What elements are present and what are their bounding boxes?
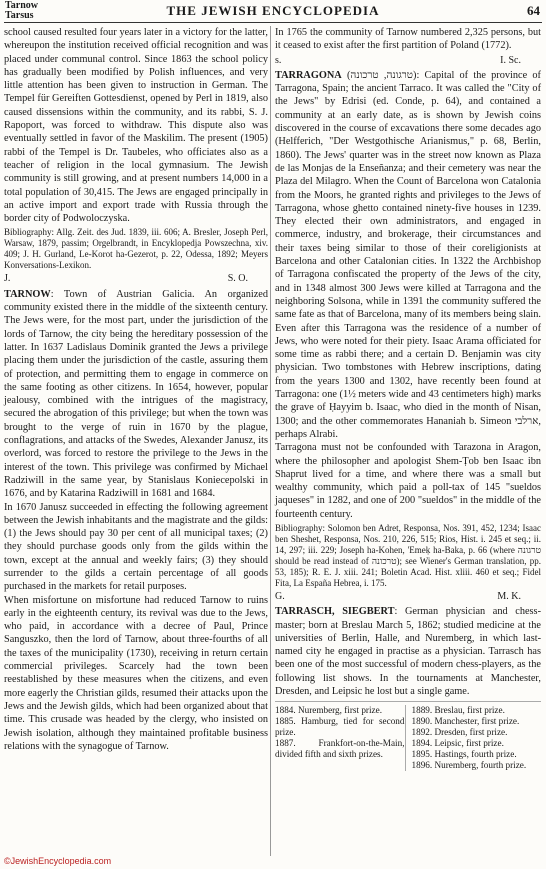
tournament-row: 1896. Nuremberg, fourth prize. (411, 760, 527, 771)
signature-line (275, 54, 541, 67)
tournament-column-left (275, 705, 405, 771)
signature-class: J. (4, 273, 11, 285)
page-number: 64 (527, 3, 540, 18)
tournament-row: 1890. Manchester, first prize. (411, 716, 520, 727)
article-heading: TARRASCH, SIEGBERT (275, 606, 395, 618)
signature-class: s. (275, 54, 282, 66)
article-tarnow (4, 288, 268, 501)
right-column (275, 26, 541, 771)
header-guide-word-last: Tarsus (5, 10, 34, 21)
signature-author: S. O. (227, 273, 248, 285)
left-column (4, 26, 268, 753)
paragraph: In 1670 Janusz succeeded in effecting the following agreement between the Jewish inhabitants and the magistrate and the gilds: (1) the Jews should pay 30 per cent of all municipal taxes; (2) they should purchase goods only from the gilds within the town, except at the annual and weekly fairs; (3) they should surrender to the gilds a certain percentage of all goods purchased in the markets for retail purposes. (4, 501, 268, 593)
paragraph: Tarragona must not be confounded with Tarazona in Aragon, where the philosopher and apologist Shem-Ṭob ben Isaac ibn Shaprut lived for a time, and where there was a small but wealthy community, which paid a poll-tax of 145 "sueldos jaqueses" in 1282, and one of 200 "sueldos" in the middle of the fourteenth century. (275, 442, 541, 520)
copyright-footer: ©JewishEncyclopedia.com (4, 856, 112, 866)
signature-class: G. (275, 590, 285, 602)
header-guide-word-first: Tarnow (5, 0, 38, 11)
column-divider (270, 26, 271, 856)
article-text: : German physician and chess-master; born at Breslau March 5, 1862; studied medicine at the universities of Berlin, Halle, and Nuremberg, in which last-named city he engaged in practise as a physician. Tarrasch has been one of the most successful of modern chess-players, as the following list shows. In the tournaments at Manchester, Dresden, and Leipsic he lost but a single game. (275, 606, 541, 698)
signature-line (275, 590, 541, 603)
bibliography: Bibliography: Allg. Zeit. des Jud. 1839, iii. 606; A. Bresler, Joseph Perl, Warsaw, 1879, passim; Orgelbrandt, in Encyklopedja Powszechna, xiv. 409; J. H. Gurland, Le-Korot ha-Gezerot, p. 22, Odessa, 1892; Meyers Konversations-Lexikon. (4, 227, 268, 271)
paragraph: In 1765 the community of Tarnow numbered 2,325 persons, but it ceased to exist after the first partition of Poland (1772). (275, 27, 541, 52)
paragraph: school caused resulted four years later in a victory for the latter, whereupon the institution received official recognition and was placed under communal control. Since 1863 the school policy has gradually been modified by Polish influences, and very little attention has been given to instruction in German. The Tempel für Gereiften Gottesdienst, opened by Perl in 1819, also caused dissensions within the community, and its rabbi, S. J. Rapoport, was forced to withdraw. This dispute also was eventually settled in favor of the Maskilim. The present (1905) rabbi of the Tempel is Dr. Taubeles, who officiates also as a teacher of religion in the local gymnasium. The Jewish community is still growing, and at present numbers 14,000 in a total population of 30,415. The Jews are engaged principally in an active import and export trade with Russia through the border city of Podwoloczyska. (4, 27, 268, 225)
article-text: : Town of Austrian Galicia. An organized community existed there in the middle of the sixteenth century. The Jews were, for the most part, under the jurisdiction of the lords of Tarnow, the city being the hereditary possession of the latter. In 1637 Ladislaus Dominik granted the Jews a privilege placing them under the jurisdiction of the castle, assuring them of protection, and permitting them to engage in commerce on the same footing as other citizens. In 1654, however, popular jealousy, combined with the intrigues of the magistracy, secured the abrogation of this privilege; but when the town was brought to the verge of ruin in 1670 by the plague, conflagrations, and attacks of the Swedes, Alexander Janusz, its overlord, was forced to restore the privilege to the Jews in the interest of the town. This privilege was confirmed by Michael Radziwill in the same year, by Stanislaus Koniecepolski in 1676, and by Katarina Radziwill in 1681 and 1684. (4, 288, 268, 500)
signature-line (4, 272, 268, 285)
article-tarragona (275, 69, 541, 441)
hebrew-name: (טרגונה, טרכונה) (341, 69, 417, 81)
signature-author: M. K. (497, 590, 521, 602)
tournament-row: 1892. Dresden, first prize. (411, 727, 508, 738)
tournament-row: 1894. Leipsic, first prize. (411, 738, 504, 749)
tournament-column-right (405, 705, 542, 771)
tournament-row: 1895. Hastings, fourth prize. (411, 749, 517, 760)
article-heading: TARNOW (4, 288, 51, 300)
tournament-row: 1885. Hamburg, tied for second prize. (275, 716, 405, 738)
tournament-row: 1884. Nuremberg, first prize. (275, 705, 382, 716)
article-tarrasch (275, 605, 541, 698)
tournament-table (275, 701, 541, 771)
paragraph: When misfortune on misfortune had reduced Tarnow to ruins early in the eighteenth century, its revival was due to the Jews, who paid, in accordance with a decree of Paul, Prince Sanguszko, then the lord of Tarnow, about three-fourths of all the taxes of the municipality (1730), receiving in return certain commercial privileges. Scarcely had the town been reestablished by these measures when the citizens, and even more eagerly the Christian gilds, resumed their attacks upon the Jews and the Jewish gilds, which had been organized about that time. This crusade was headed by the clergy, who insisted on Jewish isolation, although they maintained profitable business relations with the synagogue of Tarnow. (4, 594, 268, 752)
header-rule (4, 22, 542, 23)
header-title: THE JEWISH ENCYCLOPEDIA (166, 3, 380, 18)
tournament-row: 1887. Frankfort-on-the-Main, divided fifth and sixth prizes. (275, 738, 405, 760)
bibliography: Bibliography: Solomon ben Adret, Responsa, Nos. 391, 452, 1234; Isaac ben Sheshet, Responsa, Nos. 210, 226, 515; Rios, Hist. i. 245 et seq.; ii. 14, 297; iii. 229; Joseph ha-Kohen, 'Emeḳ ha-Baka, p. 66 (where טרגונה should be read instead of טרכונה); see Wiener's German translation, pp. 53, 185); R. E. J. xiii. 241; Boletin Acad. Hist. xliii. 460 et seq.; Fidel Fita, La España Hebrea, i. 175. (275, 522, 541, 588)
tournament-row: 1889. Breslau, first prize. (411, 705, 505, 716)
article-text: : Capital of the province of Tarragona, Spain; the ancient Tarraco. It was called the "City of the Jews" by Edrisi (ed. Conde, p. 64), and contained a community at an early date, as is shown by Jewish coins discovered in the course of excavations there some decades ago (Helfferich, "Der Westgothische Arianismus," p. 68, Berlin, 1860). The Jews' quarter was in the street now known as Plaza de las Monjas de la Enseñanza; and their cemetery was near the Plaza del Milagro. When the Count of Barcelona won Catalonia from the Moors, he granted rights and privileges to the Jews of Tarragona, whose ghetto contained ninety-five houses in 1239. They elected their own administrators, and engaged in commerce, industry, and brokerage, their circumstances and their taxes being similar to those of their coreligionists at Barcelona and other Catalonian cities. In 1322 the Archbishop of Tarragona confiscated the property of the Jews of the city, and in 1348 almost 300 Jews were killed at Tarragona and the neighboring Solsona, while in 1391 the community suffered the same fate as that of Barcelona, many of its members being slain. Even after this Tarragona was the residence of a number of Jews, who were noted for their piety. Isaac Arama officiated for some time as rabbi there; and a certain D. Benjamin was city physician. Two tombstones with Hebrew inscriptions, dating from the years 1300 and 1302, have recently been found at Tarragona: one (1½ meters wide and 43 centimeters high) marks the grave of Ḥayyim b. Isaac, who died in the month of Nisan, 1300; and the other commemorates Hananiah b. Simeon ארלבי, perhaps Alrabi. (275, 69, 541, 440)
article-heading: TARRAGONA (275, 69, 342, 81)
signature-author: I. Sc. (500, 54, 521, 66)
